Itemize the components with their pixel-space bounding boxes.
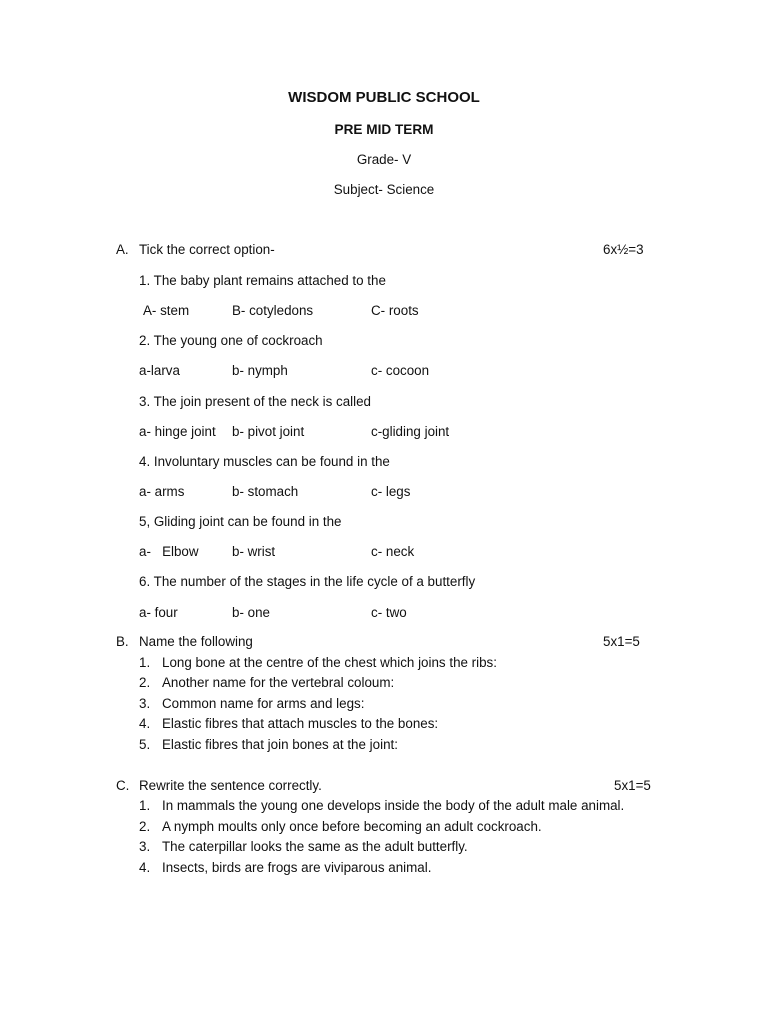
section-c-marks: 5x1=5 bbox=[614, 778, 651, 793]
option-b: b- nymph bbox=[232, 363, 288, 378]
option-c: c- cocoon bbox=[371, 363, 430, 378]
section-b-title: Name the following bbox=[139, 634, 253, 649]
list-item-number: 2. bbox=[139, 819, 151, 834]
list-item-number: 2. bbox=[139, 675, 151, 690]
section-a-letter: A. bbox=[116, 242, 129, 257]
section-b-letter: B. bbox=[116, 634, 129, 649]
subject-label: Subject- Science bbox=[333, 182, 435, 197]
option-b: b- stomach bbox=[232, 484, 299, 499]
list-item-number: 1. bbox=[139, 798, 151, 813]
list-item-number: 4. bbox=[139, 860, 151, 875]
list-item: A nymph moults only once before becoming an adult cockroach. bbox=[162, 819, 542, 834]
grade-label: Grade- V bbox=[356, 152, 412, 167]
option-a: a- hinge joint bbox=[139, 424, 216, 439]
list-item: Another name for the vertebral coloum: bbox=[162, 675, 395, 690]
option-a: a- arms bbox=[139, 484, 185, 499]
question-text: 4. Involuntary muscles can be found in the bbox=[139, 454, 390, 469]
option-a: a- four bbox=[139, 605, 178, 620]
list-item-number: 3. bbox=[139, 696, 151, 711]
list-item-number: 5. bbox=[139, 737, 151, 752]
option-b: b- one bbox=[232, 605, 270, 620]
list-item: Long bone at the centre of the chest which joins the ribs: bbox=[162, 655, 497, 670]
option-c: c-gliding joint bbox=[371, 424, 450, 439]
section-a-marks: 6x½=3 bbox=[603, 242, 644, 257]
list-item: In mammals the young one develops inside the body of the adult male animal. bbox=[162, 798, 625, 813]
option-c: c- two bbox=[371, 605, 407, 620]
question-text: 3. The join present of the neck is called bbox=[139, 394, 371, 409]
list-item: Elastic fibres that join bones at the joint: bbox=[162, 737, 398, 752]
list-item-number: 1. bbox=[139, 655, 151, 670]
option-b: b- pivot joint bbox=[232, 424, 305, 439]
option-b: b- wrist bbox=[232, 544, 276, 559]
option-c: C- roots bbox=[371, 303, 419, 318]
option-c: c- legs bbox=[371, 484, 411, 499]
list-item: Common name for arms and legs: bbox=[162, 696, 365, 711]
question-text: 6. The number of the stages in the life cycle of a butterfly bbox=[139, 574, 476, 589]
option-a: a- Elbow bbox=[139, 544, 199, 559]
list-item: Insects, birds are frogs are viviparous animal. bbox=[162, 860, 432, 875]
list-item: The caterpillar looks the same as the adult butterfly. bbox=[162, 839, 468, 854]
option-c: c- neck bbox=[371, 544, 415, 559]
option-b: B- cotyledons bbox=[232, 303, 314, 318]
list-item-number: 4. bbox=[139, 716, 151, 731]
exam-term: PRE MID TERM bbox=[334, 122, 434, 137]
list-item-number: 3. bbox=[139, 839, 151, 854]
option-a: a-larva bbox=[139, 363, 180, 378]
section-b-marks: 5x1=5 bbox=[603, 634, 640, 649]
question-text: 1. The baby plant remains attached to the bbox=[139, 273, 386, 288]
option-a: A- stem bbox=[143, 303, 190, 318]
school-name: WISDOM PUBLIC SCHOOL bbox=[288, 89, 480, 106]
section-c-letter: C. bbox=[116, 778, 130, 793]
question-text: 2. The young one of cockroach bbox=[139, 333, 323, 348]
question-text: 5, Gliding joint can be found in the bbox=[139, 514, 342, 529]
list-item: Elastic fibres that attach muscles to the bones: bbox=[162, 716, 439, 731]
section-c-title: Rewrite the sentence correctly. bbox=[139, 778, 322, 793]
section-a-title: Tick the correct option- bbox=[139, 242, 275, 257]
